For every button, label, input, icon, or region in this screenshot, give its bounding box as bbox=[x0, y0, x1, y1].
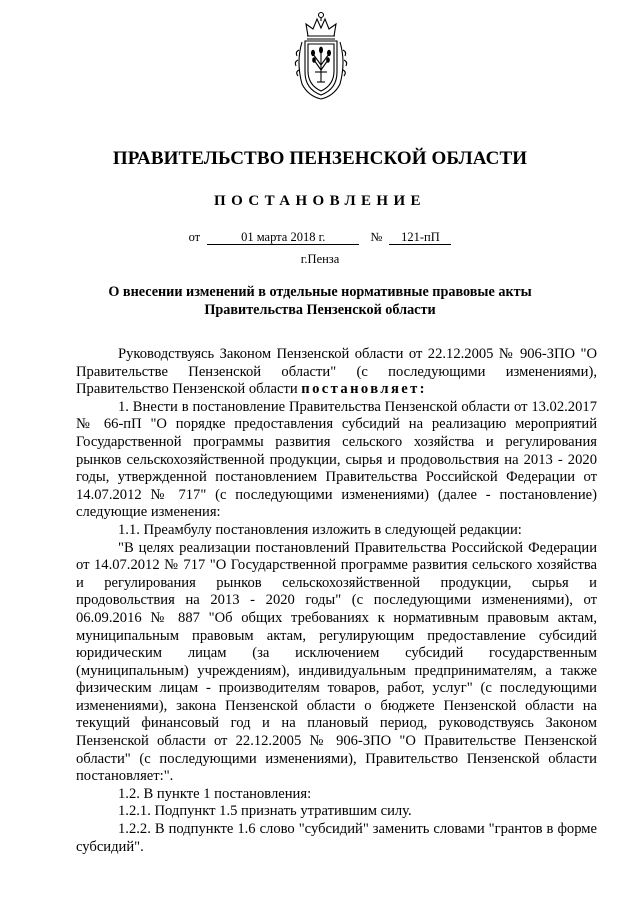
document-city: г.Пенза bbox=[300, 252, 340, 266]
document-date: 01 марта 2018 г. bbox=[207, 230, 359, 245]
paragraph-1-2-2: 1.2.2. В подпункте 1.6 слово "субсидий" заменить словами "грантов в форме субсидий". bbox=[76, 821, 597, 855]
paragraph-1-2-1: 1.2.1. Подпункт 1.5 признать утратившим силу. bbox=[118, 803, 412, 820]
paragraph-preamble bbox=[76, 346, 597, 399]
coat-of-arms-icon bbox=[290, 10, 352, 102]
paragraph-1-2: 1.2. В пункте 1 постановления: bbox=[118, 785, 312, 802]
government-title: ПРАВИТЕЛЬСТВО ПЕНЗЕНСКОЙ ОБЛАСТИ bbox=[112, 148, 528, 169]
paragraph-1: 1. Внести в постановление Правительства Пензенской области от 13.02.2017 № 66-пП "О порядке предоставления субсидий на реализацию мероприятий Государственной программы развития сельского хозяйства и регулирования рынков сельскохозяйственной продукции, сырья и продовольствия на 2013 - 2020 годы, утвержденной постановлением Правительства Российской Федерации от 14.07.2012 № 717" (с последующими изменениями) (далее - постановление) следующие изменения: bbox=[76, 398, 597, 521]
paragraph-1-1: 1.1. Преамбулу постановления изложить в следующей редакции: bbox=[118, 521, 522, 538]
preamble-text: Руководствуясь Законом Пензенской области от 22.12.2005 № 906-ЗПО "О Правительстве Пензенской области" (с последующими изменениями), Правительство Пензенской области bbox=[76, 346, 597, 398]
number-prefix: № bbox=[370, 230, 383, 244]
document-subject bbox=[0, 283, 640, 319]
document-body bbox=[76, 346, 597, 856]
document-meta bbox=[0, 230, 640, 245]
subject-line-1: О внесении изменений в отдельные нормативные правовые акты bbox=[108, 284, 532, 300]
date-prefix: от bbox=[188, 230, 201, 244]
paragraph-quote: "В целях реализации постановлений Правительства Российской Федерации от 14.07.2012 № 717 "О Государственной программе развития сельского хозяйства и регулирования рынков сельскохозяйственной продукции, сырья и продовольствия на 2013 - 2020 годы" (с последующими изменениями), от 06.09.2016 № 887 "Об общих требованиях к нормативным правовым актам, муниципальным правовым актам, регулирующим предоставление субсидий юридическим лицам (за исключением субсидий государственным (муниципальным) учреждениям), индивидуальным предпринимателям, а также физическим лицам - производителям товаров, работ, услуг" (с последующими изменениями), закона Пензенской области о бюджете Пензенской области на текущий финансовый год и на плановый период, руководствуясь Законом Пензенской области от 22.12.2005 № 906-ЗПО "О Правительстве Пензенской области" (с последующими изменениями), Правительство Пензенской области постановляет:". bbox=[76, 539, 597, 785]
document-type: ПОСТАНОВЛЕНИЕ bbox=[214, 193, 426, 209]
resolves-word: постановляет: bbox=[301, 381, 427, 398]
subject-line-2: Правительства Пензенской области bbox=[204, 302, 436, 318]
document-number: 121-пП bbox=[389, 230, 451, 245]
